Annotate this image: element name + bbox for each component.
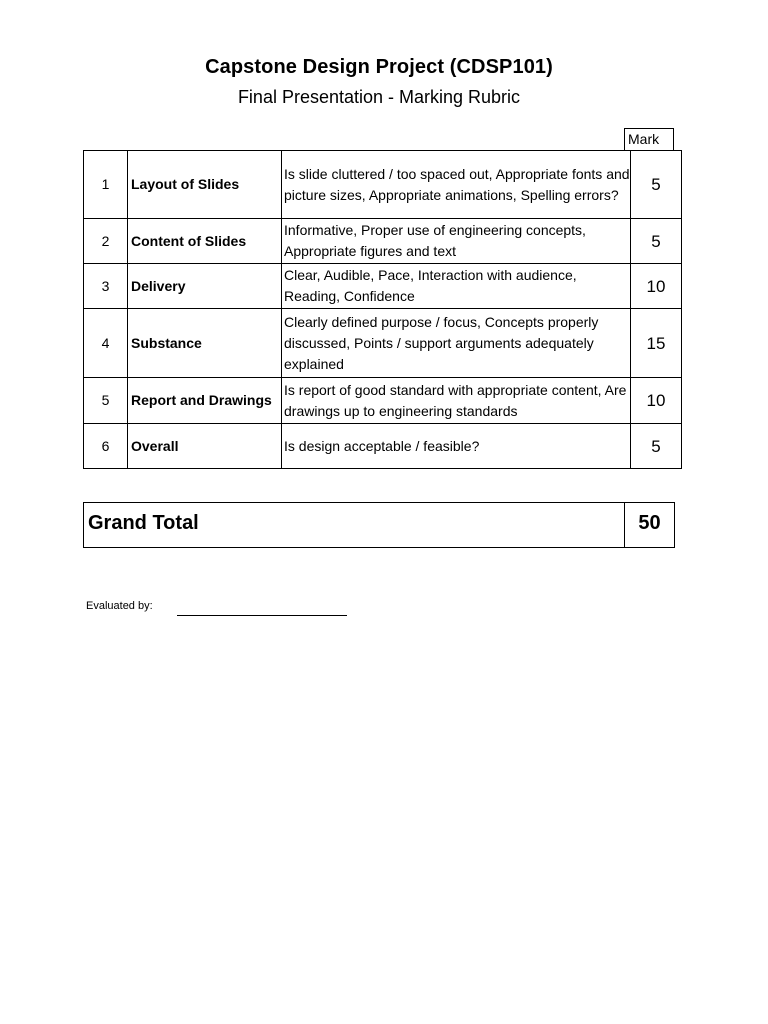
mark-cell: 10 bbox=[631, 378, 682, 424]
table-row bbox=[84, 424, 682, 469]
grand-total-label: Grand Total bbox=[88, 512, 199, 534]
grand-total-value: 50 bbox=[638, 512, 661, 534]
criterion-cell: Layout of Slides bbox=[128, 151, 282, 219]
criterion-cell: Substance bbox=[128, 309, 282, 378]
row-number: 2 bbox=[84, 219, 128, 264]
row-number: 4 bbox=[84, 309, 128, 378]
grand-total-box bbox=[83, 502, 675, 548]
mark-cell: 5 bbox=[631, 424, 682, 469]
document-subtitle: Final Presentation - Marking Rubric bbox=[237, 87, 521, 107]
mark-cell: 10 bbox=[631, 264, 682, 309]
criterion-cell: Delivery bbox=[128, 264, 282, 309]
description-cell: Clear, Audible, Pace, Interaction with audience, Reading, Confidence bbox=[282, 264, 631, 309]
mark-cell: 5 bbox=[631, 151, 682, 219]
signature-line[interactable] bbox=[177, 615, 347, 616]
description-cell: Is design acceptable / feasible? bbox=[282, 424, 631, 469]
mark-column-header: Mark bbox=[624, 128, 674, 150]
description-cell: Is report of good standard with appropriate content, Are drawings up to engineering standards bbox=[282, 378, 631, 424]
description-cell: Informative, Proper use of engineering concepts, Appropriate figures and text bbox=[282, 219, 631, 264]
mark-cell: 5 bbox=[631, 219, 682, 264]
table-row bbox=[84, 151, 682, 219]
row-number: 6 bbox=[84, 424, 128, 469]
criterion-cell: Report and Drawings bbox=[128, 378, 282, 424]
mark-cell: 15 bbox=[631, 309, 682, 378]
description-cell: Is slide cluttered / too spaced out, Appropriate fonts and picture sizes, Appropriate animations, Spelling errors? bbox=[282, 151, 631, 219]
row-number: 3 bbox=[84, 264, 128, 309]
row-number: 1 bbox=[84, 151, 128, 219]
criterion-cell: Content of Slides bbox=[128, 219, 282, 264]
rubric-table bbox=[83, 150, 682, 469]
row-number: 5 bbox=[84, 378, 128, 424]
table-row bbox=[84, 264, 682, 309]
evaluated-by-label: Evaluated by: bbox=[86, 600, 153, 612]
document-title: Capstone Design Project (CDSP101) bbox=[205, 56, 553, 78]
criterion-cell: Overall bbox=[128, 424, 282, 469]
table-row bbox=[84, 378, 682, 424]
description-cell: Clearly defined purpose / focus, Concepts properly discussed, Points / support arguments adequately explained bbox=[282, 309, 631, 378]
table-row bbox=[84, 219, 682, 264]
table-row bbox=[84, 309, 682, 378]
